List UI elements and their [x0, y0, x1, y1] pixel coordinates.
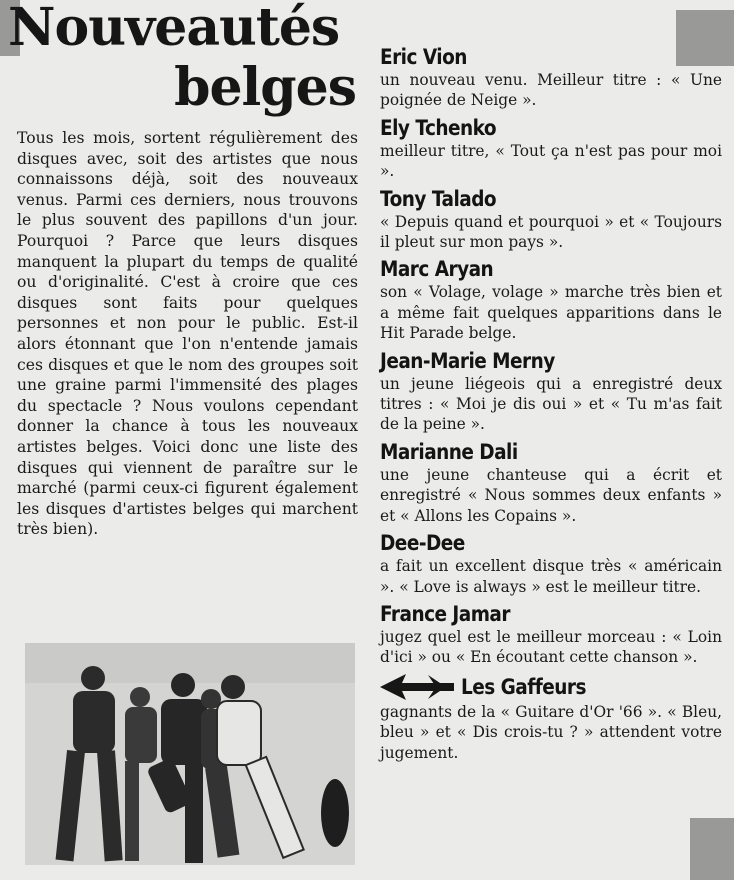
band-photo [25, 643, 355, 865]
headline-line-1: Nouveautés [8, 0, 340, 58]
artist-description: gagnants de la « Guitare d'Or '66 ». « Bleu, bleu » et « Dis crois-tu ? » attendent votre jugement. [380, 702, 722, 762]
artist-description: a fait un excellent disque très « américain ». « Love is always » est le meilleur titre. [380, 557, 722, 596]
artist-entry [380, 672, 722, 763]
artist-description: son « Volage, volage » marche très bien et a même fait quelques apparitions dans le Hit Parade belge. [380, 283, 722, 343]
artist-description: un jeune liégeois qui a enregistré deux titres : « Moi je dis oui » et « Tu m'as fait de la peine ». [380, 374, 722, 434]
artist-name: Les Gaffeurs [460, 674, 586, 699]
artist-description: un nouveau venu. Meilleur titre : « Une poignée de Neige ». [380, 71, 722, 110]
artist-entry [380, 439, 722, 526]
artist-name-with-arrow [380, 672, 722, 702]
headline-line-2: belges [174, 57, 356, 118]
artist-description: meilleur titre, « Tout ça n'est pas pour moi ». [380, 141, 722, 181]
artist-entry [380, 601, 722, 668]
artist-name: Tony Talado [380, 186, 497, 211]
artist-entry [380, 530, 722, 597]
artist-entry [380, 115, 722, 182]
artist-entry [380, 256, 722, 343]
scan-shadow-bottom-right [690, 818, 734, 880]
intro-paragraph: Tous les mois, sortent régulièrement des disques avec, soit des artistes que nous connaissons déjà, soit des nouveaux venus. Parmi ces derniers, nous trouvons le plus souvent des papillons d'un jour. Pourquoi ? Parce que leurs disques manquent la plupart du temps de qualité ou d'originalité. C'est à croire que ces disques sont faits pour quelques personnes et non pour le public. Est-il alors étonnant que l'on n'entende jamais ces disques et que le nom des groupes soit une graine parmi l'immensité des plages du spectacle ? Nous voulons cependant donner la chance à tous les nouveaux artistes belges. Voici donc une liste des disques qui viennent de paraître sur le marché (parmi ceux-ci figurent également les disques d'artistes belges qui marchent très bien). [17, 129, 358, 539]
artist-entry [380, 348, 722, 435]
artist-name: Dee-Dee [380, 531, 465, 556]
arrow-left-icon [380, 672, 454, 702]
artist-name: Eric Vion [380, 45, 467, 69]
artist-name: Ely Tchenko [380, 115, 497, 140]
artists-column [380, 44, 722, 767]
artist-description: une jeune chanteuse qui a écrit et enregistré « Nous sommes deux enfants » et « Allons les Copains ». [380, 465, 722, 525]
artist-name: Jean-Marie Merny [380, 348, 555, 373]
artist-entry [380, 186, 722, 253]
artist-name: France Jamar [380, 601, 510, 626]
intro-column [17, 128, 358, 540]
band-photo-illustration [25, 643, 355, 865]
artist-entry [380, 44, 722, 111]
artist-description: jugez quel est le meilleur morceau : « Loin d'ici » ou « En écoutant cette chanson ». [380, 627, 722, 667]
artist-name: Marc Aryan [380, 257, 494, 282]
artist-name: Marianne Dali [380, 439, 518, 464]
artist-description: « Depuis quand et pourquoi » et « Toujours il pleut sur mon pays ». [380, 212, 722, 252]
